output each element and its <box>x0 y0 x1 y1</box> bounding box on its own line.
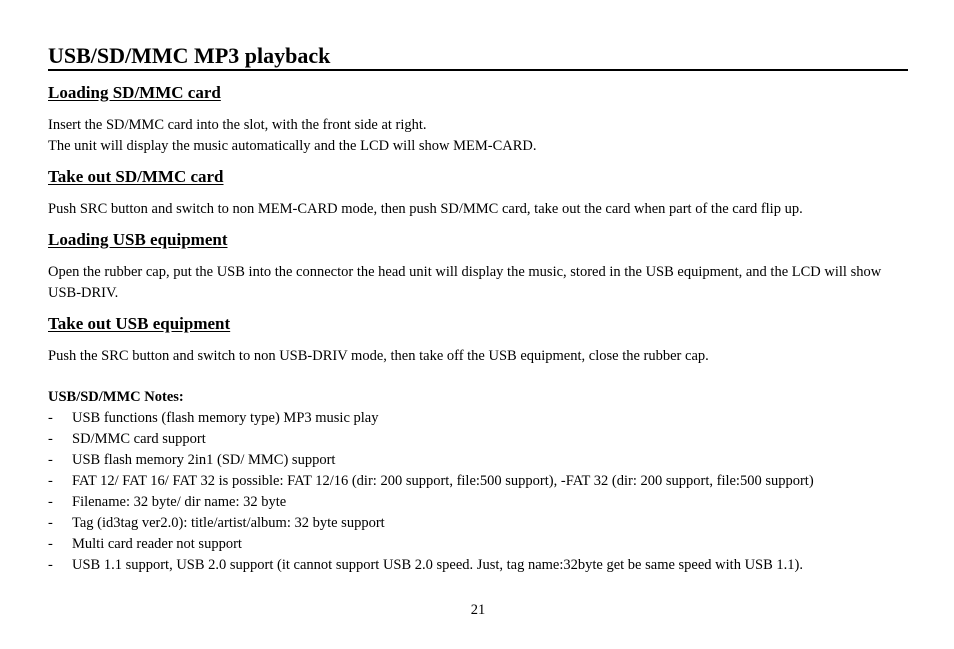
list-item <box>48 450 918 471</box>
page-title: USB/SD/MMC MP3 playback <box>48 43 331 68</box>
text-line: Insert the SD/MMC card into the slot, with the front side at right. <box>48 117 427 133</box>
page-number: 21 <box>470 602 486 618</box>
title-rule <box>48 69 908 71</box>
list-item <box>48 429 918 450</box>
list-item <box>48 555 918 576</box>
notes-list <box>48 408 918 576</box>
bullet-dash: - <box>48 410 53 426</box>
list-item <box>48 513 918 534</box>
bullet-dash: - <box>48 452 53 468</box>
bullet-dash: - <box>48 515 53 531</box>
list-item-text: Multi card reader not support <box>72 536 242 552</box>
bullet-dash: - <box>48 536 53 552</box>
section-heading-loading-card: Loading SD/MMC card <box>48 83 221 102</box>
list-item <box>48 534 918 555</box>
list-item <box>48 492 918 513</box>
list-item-text: Tag (id3tag ver2.0): title/artist/album: 32 byte support <box>72 515 385 531</box>
bullet-dash: - <box>48 557 53 573</box>
bullet-dash: - <box>48 431 53 447</box>
list-item-text: FAT 12/ FAT 16/ FAT 32 is possible: FAT 12/16 (dir: 200 support, file:500 support), -FAT 32 (dir: 200 support, file:500 support) <box>72 473 814 489</box>
bullet-dash: - <box>48 494 53 510</box>
list-item-text: USB functions (flash memory type) MP3 music play <box>72 410 379 426</box>
text-line: Push SRC button and switch to non MEM-CARD mode, then push SD/MMC card, take out the card when part of the card flip up. <box>48 201 803 217</box>
notes-heading: USB/SD/MMC Notes: <box>48 389 184 405</box>
list-item <box>48 471 918 492</box>
text-line: The unit will display the music automatically and the LCD will show MEM-CARD. <box>48 138 537 154</box>
text-line: Push the SRC button and switch to non USB-DRIV mode, then take off the USB equipment, close the rubber cap. <box>48 348 709 364</box>
manual-page <box>48 0 908 649</box>
bullet-dash: - <box>48 473 53 489</box>
section-text-takeout-usb <box>48 346 908 367</box>
list-item-text: SD/MMC card support <box>72 431 206 447</box>
list-item-text: USB 1.1 support, USB 2.0 support (it cannot support USB 2.0 speed. Just, tag name:32byte get be same speed with USB 1.1). <box>72 557 803 573</box>
list-item-text: Filename: 32 byte/ dir name: 32 byte <box>72 494 287 510</box>
section-text-loading-card <box>48 115 908 157</box>
section-heading-loading-usb: Loading USB equipment <box>48 230 228 249</box>
section-text-loading-usb <box>48 262 908 304</box>
list-item <box>48 408 918 429</box>
section-heading-takeout-usb: Take out USB equipment <box>48 314 231 333</box>
list-item-text: USB flash memory 2in1 (SD/ MMC) support <box>72 452 336 468</box>
section-text-takeout-card <box>48 199 908 220</box>
text-line: Open the rubber cap, put the USB into the connector the head unit will display the music, stored in the USB equipment, and the LCD will show USB-DRIV. <box>48 264 882 301</box>
section-heading-takeout-card: Take out SD/MMC card <box>48 167 224 186</box>
